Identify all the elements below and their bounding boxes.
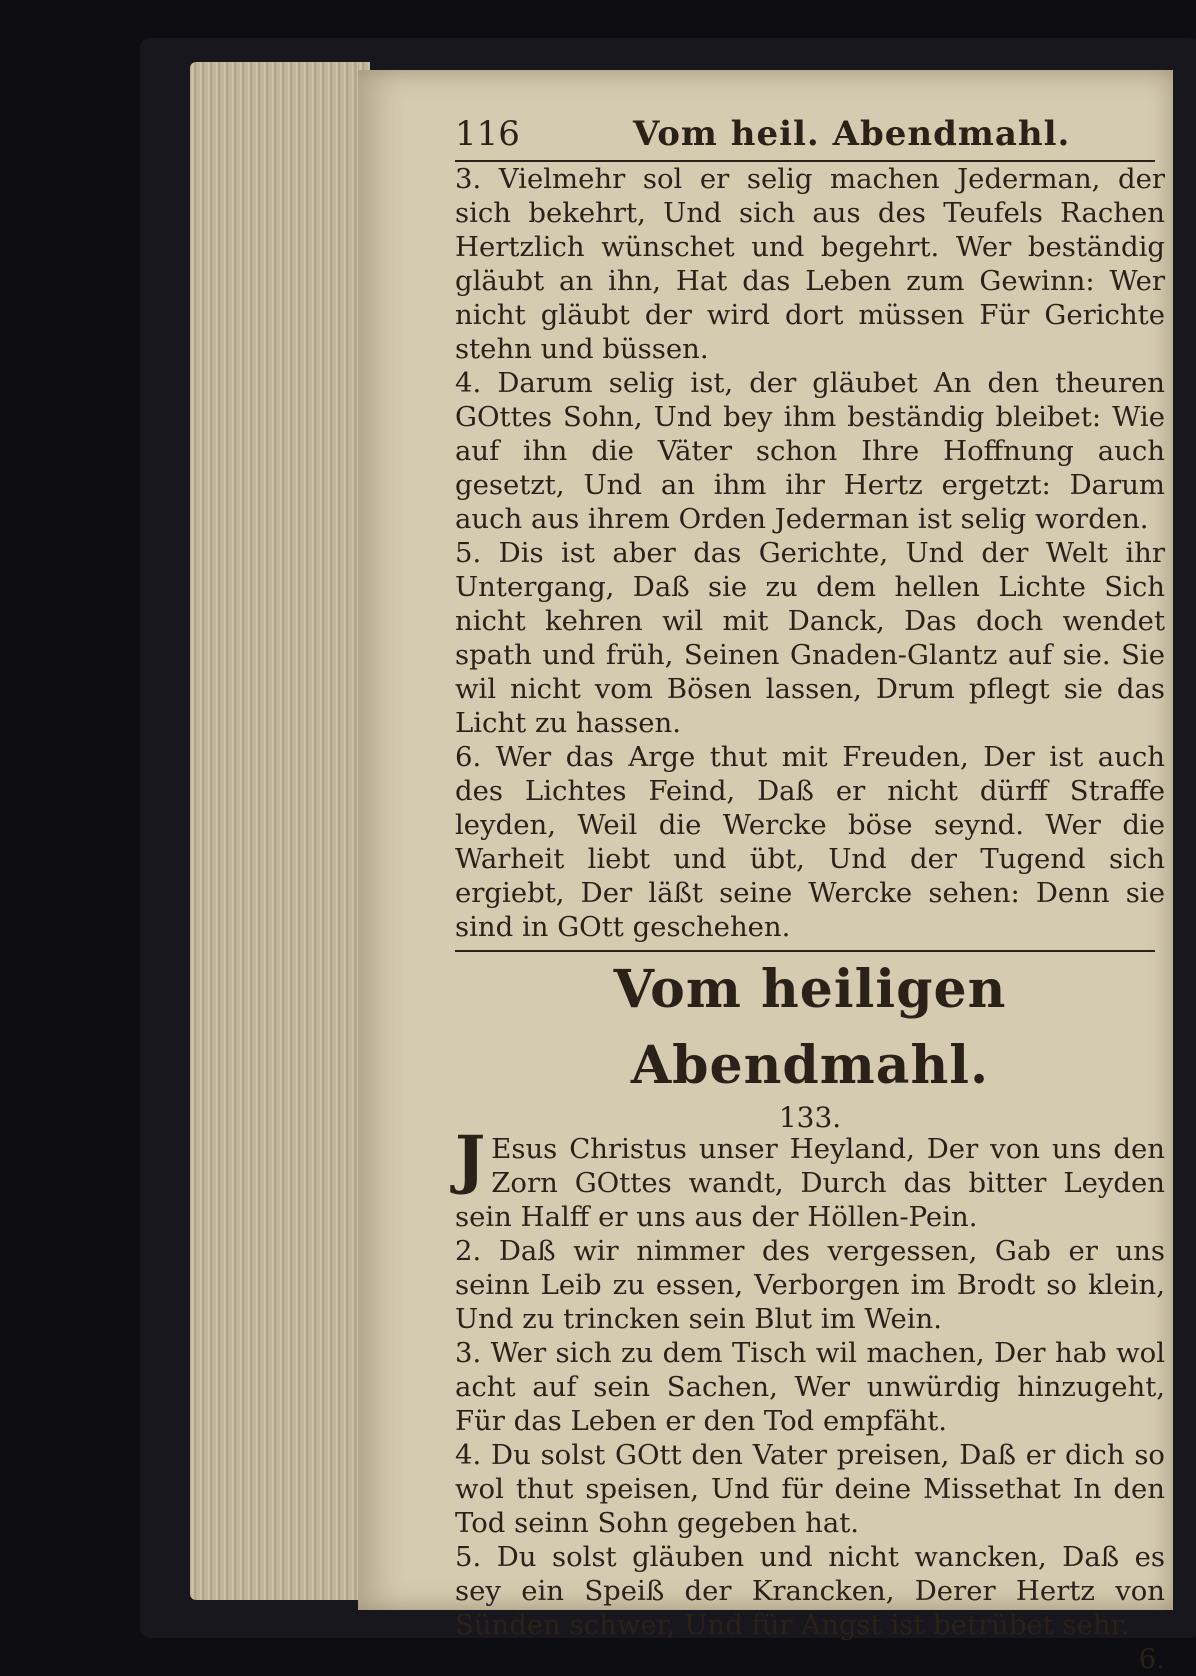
drop-cap: J [455, 1122, 486, 1197]
hymn-verse-5: 5. Du solst gläuben und nicht wancken, Daß es sey ein Speiß der Krancken, Derer Hertz von Sünden schwer, Und für Angst ist betrübet sehr. [455, 1541, 1165, 1641]
page-edges [190, 62, 370, 1600]
hymn-verse-1 [455, 1122, 1165, 1234]
hymn-verse-3: 3. Wer sich zu dem Tisch wil machen, Der hab wol acht auf sein Sachen, Wer unwürdig hinzugeht, Für das Leben er den Tod empfäht. [455, 1337, 1165, 1437]
hymn-verse-2: 2. Daß wir nimmer des vergessen, Gab er uns seinn Leib zu essen, Verborgen im Brodt so klein, Und zu trincken sein Blut im Wein. [455, 1235, 1165, 1335]
hymn-number: 133. [778, 1101, 842, 1134]
verse-5: 5. Dis ist aber das Gerichte, Und der Welt ihr Untergang, Daß sie zu dem hellen Lichte Sich nicht kehren wil mit Danck, Das doch wendet spath und früh, Seinen Gnaden-Glantz auf sie. Sie wil nicht vom Bösen lassen, Drum pflegt sie das Licht zu hassen. [455, 537, 1165, 739]
running-title: Vom heil. Abendmahl. [633, 114, 1071, 154]
verse-4: 4. Darum selig ist, der gläubet An den theuren GOttes Sohn, Und bey ihm beständig bleibet: Wie auf ihn die Väter schon Ihre Hoffnung auch gesetzt, Und an ihm ihr Hertz ergetzt: Darum auch aus ihrem Orden Jederman ist selig worden. [455, 367, 1165, 535]
book-page [358, 70, 1173, 1675]
page-content [455, 114, 1165, 1676]
verse-6: 6. Wer das Arge thut mit Freuden, Der ist auch des Lichtes Feind, Daß er nicht dürff Straffe leyden, Weil die Wercke böse seynd. Wer die Warheit liebt und übt, Und der Tugend sich ergiebt, Der läßt seine Wercke sehen: Denn sie sind in GOtt geschehen. [455, 741, 1165, 943]
running-head [455, 114, 1165, 160]
hymn-verse-4: 4. Du solst GOtt den Vater preisen, Daß er dich so wol thut speisen, Und für deine Missethat In den Tod seinn Sohn gegeben hat. [455, 1439, 1165, 1539]
verse-3: 3. Vielmehr sol er selig machen Jederman, der sich bekehrt, Und sich aus des Teufels Rachen Hertzlich wünschet und begehrt. Wer beständig gläubt an ihn, Hat das Leben zum Gewinn: Wer nicht gläubt der wird dort müssen Für Gerichte stehn und büssen. [455, 163, 1165, 365]
catchword: 6. [1138, 1643, 1165, 1675]
page-number: 116 [455, 114, 520, 154]
first-verse-text: Esus Christus unser Heyland, Der von uns den Zorn GOttes wandt, Durch das bitter Leyden sein Halff er uns aus der Höllen-Pein. [455, 1133, 1165, 1233]
section-heading: Vom heiligen Abendmahl. [613, 959, 1007, 1096]
